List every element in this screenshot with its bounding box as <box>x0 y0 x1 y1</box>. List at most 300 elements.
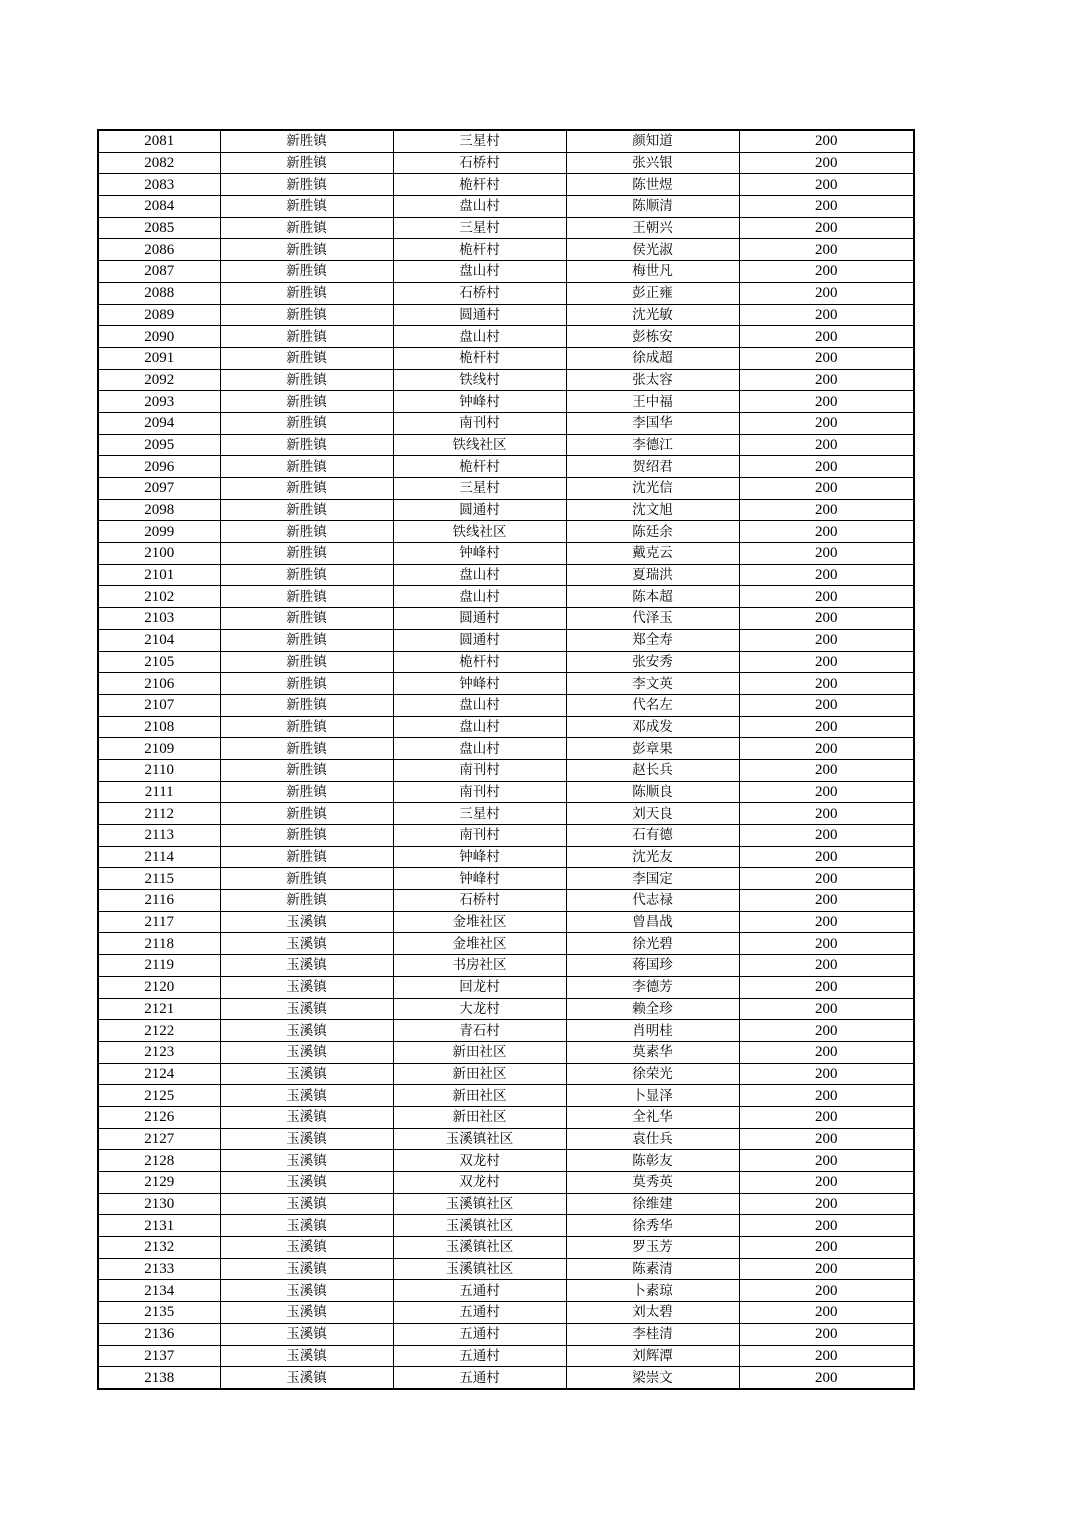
serial-number-cell: 2090 <box>98 326 220 348</box>
table-row <box>98 1020 914 1042</box>
name-cell: 刘辉潭 <box>566 1345 739 1367</box>
name-cell: 李德江 <box>566 434 739 456</box>
name-cell: 陈顺良 <box>566 781 739 803</box>
name-cell: 代名左 <box>566 694 739 716</box>
village-cell: 三星村 <box>393 803 566 825</box>
table-row <box>98 1172 914 1194</box>
village-cell: 盘山村 <box>393 261 566 283</box>
town-cell: 玉溪镇 <box>220 1215 393 1237</box>
serial-number-cell: 2084 <box>98 196 220 218</box>
serial-number-cell: 2122 <box>98 1020 220 1042</box>
serial-number-cell: 2107 <box>98 694 220 716</box>
serial-number-cell: 2098 <box>98 499 220 521</box>
village-cell: 回龙村 <box>393 976 566 998</box>
amount-cell: 200 <box>739 1302 914 1324</box>
amount-cell: 200 <box>739 369 914 391</box>
village-cell: 双龙村 <box>393 1150 566 1172</box>
amount-cell: 200 <box>739 1367 914 1389</box>
village-cell: 盘山村 <box>393 196 566 218</box>
amount-cell: 200 <box>739 217 914 239</box>
amount-cell: 200 <box>739 1193 914 1215</box>
amount-cell: 200 <box>739 933 914 955</box>
serial-number-cell: 2130 <box>98 1193 220 1215</box>
amount-cell: 200 <box>739 694 914 716</box>
serial-number-cell: 2104 <box>98 629 220 651</box>
name-cell: 徐成超 <box>566 347 739 369</box>
table-row <box>98 846 914 868</box>
name-cell: 刘太碧 <box>566 1302 739 1324</box>
town-cell: 玉溪镇 <box>220 1302 393 1324</box>
village-cell: 铁线社区 <box>393 434 566 456</box>
name-cell: 赖全珍 <box>566 998 739 1020</box>
table-row <box>98 1128 914 1150</box>
amount-cell: 200 <box>739 130 914 152</box>
amount-cell: 200 <box>739 955 914 977</box>
town-cell: 玉溪镇 <box>220 976 393 998</box>
table-row <box>98 868 914 890</box>
village-cell: 新田社区 <box>393 1041 566 1063</box>
name-cell: 莫秀英 <box>566 1172 739 1194</box>
town-cell: 新胜镇 <box>220 369 393 391</box>
village-cell: 青石村 <box>393 1020 566 1042</box>
town-cell: 新胜镇 <box>220 174 393 196</box>
serial-number-cell: 2083 <box>98 174 220 196</box>
name-cell: 卜素琼 <box>566 1280 739 1302</box>
serial-number-cell: 2113 <box>98 825 220 847</box>
amount-cell: 200 <box>739 911 914 933</box>
name-cell: 沈光信 <box>566 478 739 500</box>
amount-cell: 200 <box>739 1280 914 1302</box>
serial-number-cell: 2082 <box>98 152 220 174</box>
serial-number-cell: 2127 <box>98 1128 220 1150</box>
village-cell: 金堆社区 <box>393 933 566 955</box>
serial-number-cell: 2105 <box>98 651 220 673</box>
table-row <box>98 1063 914 1085</box>
name-cell: 李国华 <box>566 412 739 434</box>
table-row <box>98 738 914 760</box>
town-cell: 玉溪镇 <box>220 933 393 955</box>
table-row <box>98 521 914 543</box>
name-cell: 赵长兵 <box>566 759 739 781</box>
table-row <box>98 1085 914 1107</box>
amount-cell: 200 <box>739 543 914 565</box>
name-cell: 徐秀华 <box>566 1215 739 1237</box>
amount-cell: 200 <box>739 738 914 760</box>
roster-table-body <box>98 130 914 1389</box>
name-cell: 夏瑞洪 <box>566 564 739 586</box>
serial-number-cell: 2111 <box>98 781 220 803</box>
amount-cell: 200 <box>739 564 914 586</box>
amount-cell: 200 <box>739 282 914 304</box>
village-cell: 南刊村 <box>393 412 566 434</box>
amount-cell: 200 <box>739 651 914 673</box>
amount-cell: 200 <box>739 521 914 543</box>
table-row <box>98 933 914 955</box>
town-cell: 新胜镇 <box>220 608 393 630</box>
village-cell: 盘山村 <box>393 694 566 716</box>
village-cell: 玉溪镇社区 <box>393 1215 566 1237</box>
village-cell: 铁线社区 <box>393 521 566 543</box>
table-row <box>98 1280 914 1302</box>
table-row <box>98 759 914 781</box>
serial-number-cell: 2135 <box>98 1302 220 1324</box>
town-cell: 玉溪镇 <box>220 998 393 1020</box>
village-cell: 盘山村 <box>393 326 566 348</box>
amount-cell: 200 <box>739 1258 914 1280</box>
serial-number-cell: 2118 <box>98 933 220 955</box>
name-cell: 梅世凡 <box>566 261 739 283</box>
town-cell: 新胜镇 <box>220 239 393 261</box>
village-cell: 桅杆村 <box>393 651 566 673</box>
amount-cell: 200 <box>739 174 914 196</box>
village-cell: 五通村 <box>393 1323 566 1345</box>
village-cell: 双龙村 <box>393 1172 566 1194</box>
amount-cell: 200 <box>739 478 914 500</box>
table-row <box>98 499 914 521</box>
table-row <box>98 673 914 695</box>
name-cell: 陈顺清 <box>566 196 739 218</box>
table-row <box>98 781 914 803</box>
town-cell: 新胜镇 <box>220 825 393 847</box>
serial-number-cell: 2117 <box>98 911 220 933</box>
town-cell: 新胜镇 <box>220 130 393 152</box>
town-cell: 新胜镇 <box>220 738 393 760</box>
village-cell: 三星村 <box>393 130 566 152</box>
village-cell: 新田社区 <box>393 1085 566 1107</box>
roster-table <box>97 129 915 1390</box>
table-row <box>98 282 914 304</box>
amount-cell: 200 <box>739 586 914 608</box>
town-cell: 新胜镇 <box>220 326 393 348</box>
name-cell: 沈光友 <box>566 846 739 868</box>
amount-cell: 200 <box>739 261 914 283</box>
town-cell: 新胜镇 <box>220 282 393 304</box>
town-cell: 玉溪镇 <box>220 1085 393 1107</box>
serial-number-cell: 2093 <box>98 391 220 413</box>
serial-number-cell: 2099 <box>98 521 220 543</box>
town-cell: 新胜镇 <box>220 846 393 868</box>
name-cell: 沈文旭 <box>566 499 739 521</box>
serial-number-cell: 2125 <box>98 1085 220 1107</box>
table-row <box>98 152 914 174</box>
table-row <box>98 803 914 825</box>
town-cell: 新胜镇 <box>220 586 393 608</box>
name-cell: 张兴银 <box>566 152 739 174</box>
village-cell: 圆通村 <box>393 304 566 326</box>
town-cell: 玉溪镇 <box>220 955 393 977</box>
town-cell: 新胜镇 <box>220 304 393 326</box>
name-cell: 李德芳 <box>566 976 739 998</box>
amount-cell: 200 <box>739 803 914 825</box>
serial-number-cell: 2114 <box>98 846 220 868</box>
town-cell: 玉溪镇 <box>220 1193 393 1215</box>
amount-cell: 200 <box>739 673 914 695</box>
name-cell: 陈廷余 <box>566 521 739 543</box>
amount-cell: 200 <box>739 412 914 434</box>
amount-cell: 200 <box>739 976 914 998</box>
serial-number-cell: 2109 <box>98 738 220 760</box>
name-cell: 张太容 <box>566 369 739 391</box>
town-cell: 新胜镇 <box>220 694 393 716</box>
town-cell: 新胜镇 <box>220 803 393 825</box>
amount-cell: 200 <box>739 608 914 630</box>
serial-number-cell: 2133 <box>98 1258 220 1280</box>
town-cell: 新胜镇 <box>220 478 393 500</box>
town-cell: 玉溪镇 <box>220 1150 393 1172</box>
amount-cell: 200 <box>739 347 914 369</box>
town-cell: 玉溪镇 <box>220 1063 393 1085</box>
town-cell: 玉溪镇 <box>220 1367 393 1389</box>
town-cell: 新胜镇 <box>220 651 393 673</box>
village-cell: 南刊村 <box>393 825 566 847</box>
village-cell: 钟峰村 <box>393 868 566 890</box>
amount-cell: 200 <box>739 434 914 456</box>
town-cell: 新胜镇 <box>220 521 393 543</box>
name-cell: 李国定 <box>566 868 739 890</box>
town-cell: 玉溪镇 <box>220 1128 393 1150</box>
name-cell: 徐荣光 <box>566 1063 739 1085</box>
village-cell: 桅杆村 <box>393 239 566 261</box>
town-cell: 玉溪镇 <box>220 1237 393 1259</box>
name-cell: 袁仕兵 <box>566 1128 739 1150</box>
name-cell: 郑全寿 <box>566 629 739 651</box>
town-cell: 新胜镇 <box>220 868 393 890</box>
name-cell: 戴克云 <box>566 543 739 565</box>
serial-number-cell: 2095 <box>98 434 220 456</box>
village-cell: 金堆社区 <box>393 911 566 933</box>
serial-number-cell: 2131 <box>98 1215 220 1237</box>
village-cell: 石桥村 <box>393 152 566 174</box>
town-cell: 玉溪镇 <box>220 911 393 933</box>
amount-cell: 200 <box>739 499 914 521</box>
village-cell: 玉溪镇社区 <box>393 1237 566 1259</box>
serial-number-cell: 2108 <box>98 716 220 738</box>
town-cell: 玉溪镇 <box>220 1323 393 1345</box>
amount-cell: 200 <box>739 1041 914 1063</box>
serial-number-cell: 2102 <box>98 586 220 608</box>
name-cell: 陈本超 <box>566 586 739 608</box>
table-row <box>98 1367 914 1389</box>
table-row <box>98 412 914 434</box>
town-cell: 新胜镇 <box>220 391 393 413</box>
town-cell: 玉溪镇 <box>220 1041 393 1063</box>
serial-number-cell: 2119 <box>98 955 220 977</box>
table-row <box>98 391 914 413</box>
village-cell: 钟峰村 <box>393 391 566 413</box>
name-cell: 代泽玉 <box>566 608 739 630</box>
town-cell: 玉溪镇 <box>220 1345 393 1367</box>
name-cell: 李桂清 <box>566 1323 739 1345</box>
table-row <box>98 716 914 738</box>
serial-number-cell: 2085 <box>98 217 220 239</box>
serial-number-cell: 2106 <box>98 673 220 695</box>
name-cell: 罗玉芳 <box>566 1237 739 1259</box>
village-cell: 石桥村 <box>393 890 566 912</box>
table-row <box>98 890 914 912</box>
village-cell: 圆通村 <box>393 608 566 630</box>
name-cell: 全礼华 <box>566 1106 739 1128</box>
amount-cell: 200 <box>739 1215 914 1237</box>
serial-number-cell: 2110 <box>98 759 220 781</box>
name-cell: 梁崇文 <box>566 1367 739 1389</box>
village-cell: 五通村 <box>393 1345 566 1367</box>
table-row <box>98 825 914 847</box>
town-cell: 新胜镇 <box>220 261 393 283</box>
table-row <box>98 326 914 348</box>
village-cell: 钟峰村 <box>393 846 566 868</box>
village-cell: 铁线村 <box>393 369 566 391</box>
table-row <box>98 629 914 651</box>
town-cell: 新胜镇 <box>220 564 393 586</box>
serial-number-cell: 2081 <box>98 130 220 152</box>
town-cell: 新胜镇 <box>220 629 393 651</box>
amount-cell: 200 <box>739 890 914 912</box>
amount-cell: 200 <box>739 1172 914 1194</box>
village-cell: 桅杆村 <box>393 174 566 196</box>
village-cell: 书房社区 <box>393 955 566 977</box>
name-cell: 莫素华 <box>566 1041 739 1063</box>
table-row <box>98 1258 914 1280</box>
amount-cell: 200 <box>739 1106 914 1128</box>
village-cell: 盘山村 <box>393 738 566 760</box>
table-row <box>98 911 914 933</box>
amount-cell: 200 <box>739 1063 914 1085</box>
table-row <box>98 1041 914 1063</box>
serial-number-cell: 2123 <box>98 1041 220 1063</box>
name-cell: 彭正雍 <box>566 282 739 304</box>
table-row <box>98 239 914 261</box>
town-cell: 玉溪镇 <box>220 1172 393 1194</box>
town-cell: 玉溪镇 <box>220 1106 393 1128</box>
table-row <box>98 434 914 456</box>
village-cell: 桅杆村 <box>393 347 566 369</box>
serial-number-cell: 2124 <box>98 1063 220 1085</box>
table-row <box>98 586 914 608</box>
table-row <box>98 1150 914 1172</box>
village-cell: 南刊村 <box>393 781 566 803</box>
amount-cell: 200 <box>739 1020 914 1042</box>
table-row <box>98 1345 914 1367</box>
table-row <box>98 608 914 630</box>
town-cell: 玉溪镇 <box>220 1020 393 1042</box>
serial-number-cell: 2096 <box>98 456 220 478</box>
name-cell: 沈光敏 <box>566 304 739 326</box>
serial-number-cell: 2094 <box>98 412 220 434</box>
serial-number-cell: 2120 <box>98 976 220 998</box>
serial-number-cell: 2137 <box>98 1345 220 1367</box>
town-cell: 新胜镇 <box>220 434 393 456</box>
village-cell: 大龙村 <box>393 998 566 1020</box>
serial-number-cell: 2121 <box>98 998 220 1020</box>
village-cell: 新田社区 <box>393 1106 566 1128</box>
serial-number-cell: 2087 <box>98 261 220 283</box>
town-cell: 新胜镇 <box>220 347 393 369</box>
table-row <box>98 196 914 218</box>
name-cell: 陈素清 <box>566 1258 739 1280</box>
serial-number-cell: 2126 <box>98 1106 220 1128</box>
serial-number-cell: 2129 <box>98 1172 220 1194</box>
amount-cell: 200 <box>739 1085 914 1107</box>
amount-cell: 200 <box>739 239 914 261</box>
town-cell: 新胜镇 <box>220 499 393 521</box>
serial-number-cell: 2116 <box>98 890 220 912</box>
name-cell: 蒋国珍 <box>566 955 739 977</box>
village-cell: 新田社区 <box>393 1063 566 1085</box>
table-row <box>98 694 914 716</box>
name-cell: 王中福 <box>566 391 739 413</box>
name-cell: 王朝兴 <box>566 217 739 239</box>
amount-cell: 200 <box>739 304 914 326</box>
name-cell: 侯光淑 <box>566 239 739 261</box>
town-cell: 新胜镇 <box>220 217 393 239</box>
table-row <box>98 1215 914 1237</box>
village-cell: 南刊村 <box>393 759 566 781</box>
serial-number-cell: 2101 <box>98 564 220 586</box>
town-cell: 新胜镇 <box>220 673 393 695</box>
serial-number-cell: 2128 <box>98 1150 220 1172</box>
town-cell: 新胜镇 <box>220 781 393 803</box>
table-row <box>98 130 914 152</box>
town-cell: 新胜镇 <box>220 890 393 912</box>
table-row <box>98 261 914 283</box>
village-cell: 桅杆村 <box>393 456 566 478</box>
village-cell: 三星村 <box>393 478 566 500</box>
village-cell: 钟峰村 <box>393 673 566 695</box>
amount-cell: 200 <box>739 456 914 478</box>
table-row <box>98 955 914 977</box>
name-cell: 曾昌战 <box>566 911 739 933</box>
amount-cell: 200 <box>739 1345 914 1367</box>
serial-number-cell: 2091 <box>98 347 220 369</box>
serial-number-cell: 2088 <box>98 282 220 304</box>
village-cell: 三星村 <box>393 217 566 239</box>
village-cell: 石桥村 <box>393 282 566 304</box>
amount-cell: 200 <box>739 1150 914 1172</box>
amount-cell: 200 <box>739 391 914 413</box>
town-cell: 玉溪镇 <box>220 1258 393 1280</box>
village-cell: 圆通村 <box>393 629 566 651</box>
amount-cell: 200 <box>739 152 914 174</box>
amount-cell: 200 <box>739 716 914 738</box>
table-row <box>98 1106 914 1128</box>
table-row <box>98 1323 914 1345</box>
amount-cell: 200 <box>739 825 914 847</box>
serial-number-cell: 2086 <box>98 239 220 261</box>
amount-cell: 200 <box>739 846 914 868</box>
serial-number-cell: 2136 <box>98 1323 220 1345</box>
village-cell: 玉溪镇社区 <box>393 1128 566 1150</box>
village-cell: 盘山村 <box>393 716 566 738</box>
village-cell: 玉溪镇社区 <box>393 1193 566 1215</box>
name-cell: 李文英 <box>566 673 739 695</box>
serial-number-cell: 2092 <box>98 369 220 391</box>
table-row <box>98 1237 914 1259</box>
amount-cell: 200 <box>739 1323 914 1345</box>
town-cell: 新胜镇 <box>220 543 393 565</box>
amount-cell: 200 <box>739 196 914 218</box>
name-cell: 贺绍君 <box>566 456 739 478</box>
village-cell: 盘山村 <box>393 564 566 586</box>
amount-cell: 200 <box>739 1237 914 1259</box>
village-cell: 钟峰村 <box>393 543 566 565</box>
table-row <box>98 998 914 1020</box>
name-cell: 陈彰友 <box>566 1150 739 1172</box>
serial-number-cell: 2132 <box>98 1237 220 1259</box>
name-cell: 卜显泽 <box>566 1085 739 1107</box>
village-cell: 五通村 <box>393 1302 566 1324</box>
serial-number-cell: 2100 <box>98 543 220 565</box>
table-row <box>98 564 914 586</box>
